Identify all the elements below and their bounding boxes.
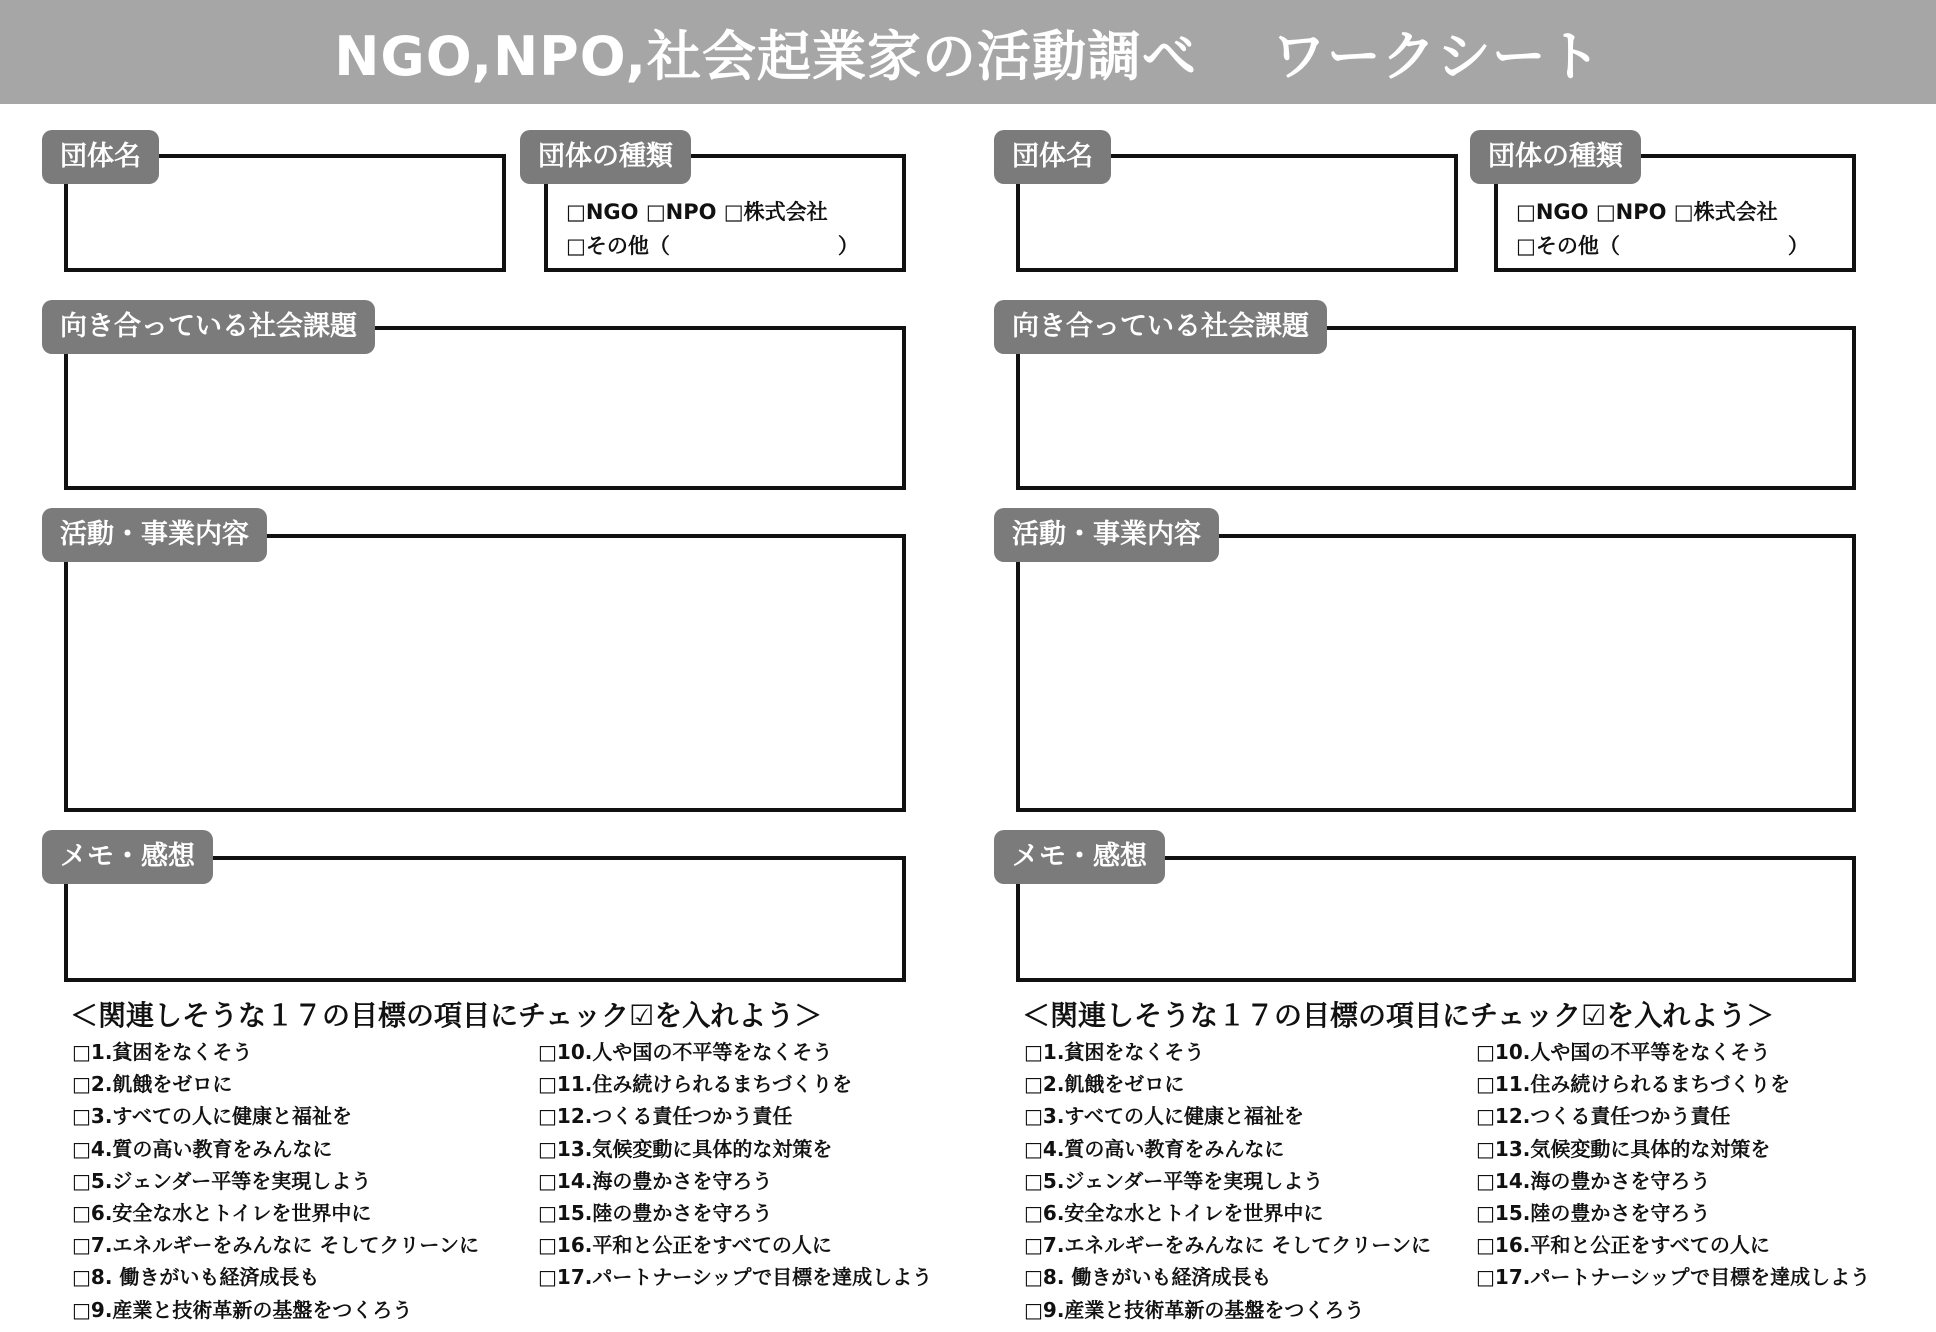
sdg-checklist-title: ＜関連しそうな１７の目標の項目にチェック☑を入れよう＞	[1022, 999, 1775, 1032]
sdg-checkbox-item[interactable]: □13.気候変動に具体的な対策を	[1476, 1136, 1771, 1161]
sdg-checkbox-item[interactable]: □4.質の高い教育をみんなに	[1024, 1136, 1285, 1161]
sdg-checkbox-item[interactable]: □12.つくる責任つかう責任	[1476, 1104, 1731, 1129]
sdg-checkbox-item[interactable]: □6.安全な水とトイレを世界中に	[72, 1200, 372, 1225]
sdg-checkbox-item[interactable]: □11.住み続けられるまちづくりを	[1476, 1072, 1791, 1097]
sdg-checkbox-item[interactable]: □2.飢餓をゼロに	[1024, 1072, 1185, 1097]
sdg-column-2	[538, 1036, 932, 1294]
social-issue-label: 向き合っている社会課題	[42, 300, 375, 354]
sdg-checkbox-item[interactable]: □17.パートナーシップで目標を達成しよう	[1476, 1265, 1871, 1290]
org-name-label: 団体名	[42, 130, 159, 184]
org-type-options[interactable]: □NGO □NPO □株式会社	[1516, 200, 1778, 224]
sdg-checklist-title: ＜関連しそうな１７の目標の項目にチェック☑を入れよう＞	[70, 999, 823, 1032]
sdg-checkbox-item[interactable]: □15.陸の豊かさを守ろう	[1476, 1200, 1711, 1225]
sdg-checkbox-item[interactable]: □17.パートナーシップで目標を達成しよう	[538, 1265, 933, 1290]
sdg-checkbox-item[interactable]: □16.平和と公正をすべての人に	[538, 1233, 832, 1258]
sdg-checkbox-item[interactable]: □2.飢餓をゼロに	[72, 1072, 233, 1097]
sdg-checkbox-item[interactable]: □1.貧困をなくそう	[72, 1040, 253, 1064]
sdg-checkbox-item[interactable]: □1.貧困をなくそう	[1024, 1040, 1205, 1064]
sdg-checkbox-item[interactable]: □10.人や国の不平等をなくそう	[538, 1040, 833, 1064]
sdg-checkbox-item[interactable]: □11.住み続けられるまちづくりを	[538, 1072, 853, 1097]
sdg-checkbox-item[interactable]: □9.産業と技術革新の基盤をつくろう	[1024, 1297, 1365, 1322]
worksheet-panel-left	[0, 104, 960, 1332]
sdg-checkbox-item[interactable]: □6.安全な水とトイレを世界中に	[1024, 1200, 1324, 1225]
worksheet-title: NGO,NPO,社会起業家の活動調べ ワークシート	[0, 0, 1936, 104]
sdg-checkbox-item[interactable]: □16.平和と公正をすべての人に	[1476, 1233, 1770, 1258]
sdg-checkbox-item[interactable]: □10.人や国の不平等をなくそう	[1476, 1040, 1771, 1064]
org-type-other[interactable]: □その他（ ）	[566, 234, 859, 258]
sdg-checkbox-item[interactable]: □14.海の豊かさを守ろう	[538, 1168, 773, 1193]
memo-label: メモ・感想	[994, 830, 1165, 884]
worksheet-panel-right	[952, 104, 1912, 1332]
sdg-checkbox-item[interactable]: □5.ジェンダー平等を実現しよう	[1024, 1168, 1324, 1193]
sdg-checkbox-item[interactable]: □3.すべての人に健康と福祉を	[1024, 1104, 1305, 1129]
sdg-checkbox-item[interactable]: □4.質の高い教育をみんなに	[72, 1136, 333, 1161]
sdg-checkbox-item[interactable]: □15.陸の豊かさを守ろう	[538, 1200, 773, 1225]
org-name-label: 団体名	[994, 130, 1111, 184]
sdg-checkbox-item[interactable]: □14.海の豊かさを守ろう	[1476, 1168, 1711, 1193]
activity-label: 活動・事業内容	[994, 508, 1219, 562]
sdg-checkbox-item[interactable]: □8. 働きがいも経済成長も	[72, 1265, 320, 1290]
sdg-column-1	[1024, 1036, 1431, 1326]
org-type-label: 団体の種類	[1470, 130, 1641, 184]
activity-label: 活動・事業内容	[42, 508, 267, 562]
sdg-checkbox-item[interactable]: □12.つくる責任つかう責任	[538, 1104, 793, 1129]
sdg-checkbox-item[interactable]: □13.気候変動に具体的な対策を	[538, 1136, 833, 1161]
sdg-column-2	[1476, 1036, 1870, 1294]
memo-label: メモ・感想	[42, 830, 213, 884]
sdg-checkbox-item[interactable]: □9.産業と技術革新の基盤をつくろう	[72, 1297, 413, 1322]
sdg-checkbox-item[interactable]: □7.エネルギーをみんなに そしてクリーンに	[72, 1233, 479, 1258]
activity-field[interactable]	[1016, 534, 1856, 812]
org-type-label: 団体の種類	[520, 130, 691, 184]
activity-field[interactable]	[64, 534, 906, 812]
sdg-checkbox-item[interactable]: □7.エネルギーをみんなに そしてクリーンに	[1024, 1233, 1431, 1258]
org-type-options[interactable]: □NGO □NPO □株式会社	[566, 200, 828, 224]
sdg-column-1	[72, 1036, 479, 1326]
social-issue-label: 向き合っている社会課題	[994, 300, 1327, 354]
sdg-checkbox-item[interactable]: □8. 働きがいも経済成長も	[1024, 1265, 1272, 1290]
sdg-checkbox-item[interactable]: □3.すべての人に健康と福祉を	[72, 1104, 353, 1129]
org-type-other[interactable]: □その他（ ）	[1516, 234, 1809, 258]
sdg-checkbox-item[interactable]: □5.ジェンダー平等を実現しよう	[72, 1168, 372, 1193]
